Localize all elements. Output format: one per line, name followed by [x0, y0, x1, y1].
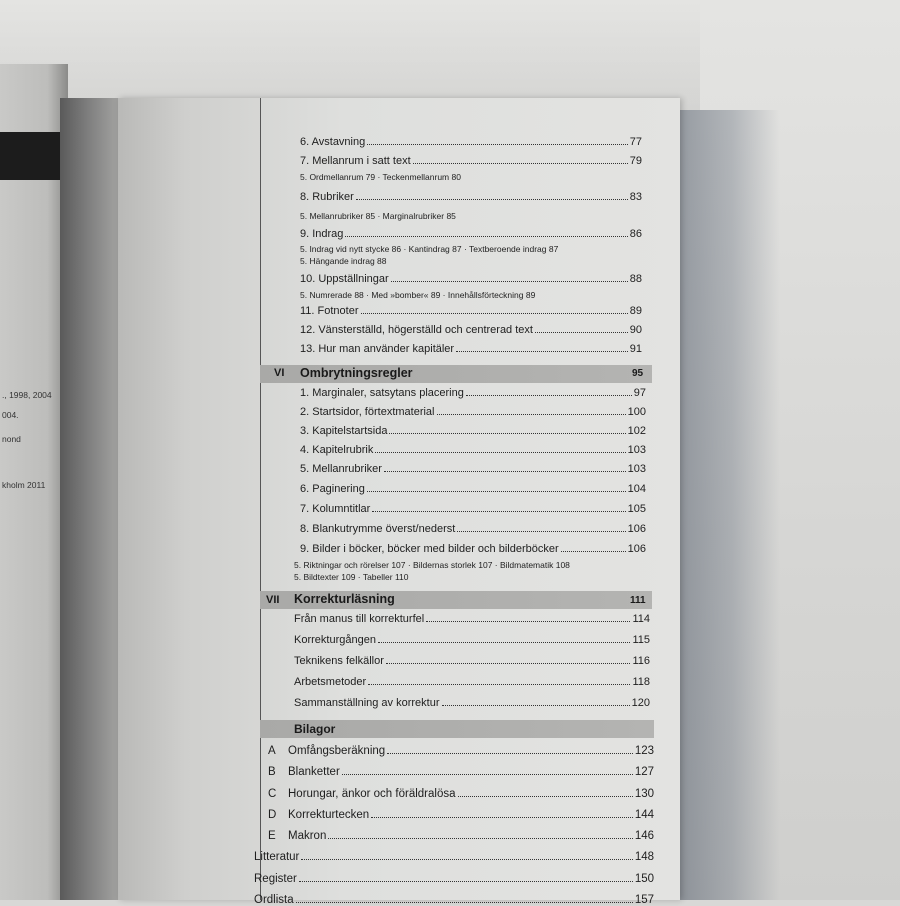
toc-entry-page: 118 — [632, 676, 650, 688]
leader-dots — [391, 281, 628, 282]
toc-entry — [294, 676, 650, 688]
leader-dots — [535, 332, 628, 333]
toc-entry-page: 103 — [627, 444, 646, 456]
chapter-page: 95 — [632, 368, 644, 379]
left-page-fragment: ., 1998, 2004 — [2, 390, 52, 400]
toc-entry-label: 9. Indrag — [300, 228, 344, 240]
toc-entry-label: Från manus till korrekturfel — [294, 613, 425, 625]
toc-entry-page: 106 — [627, 523, 646, 535]
chapter-page: 111 — [630, 595, 646, 606]
chapter-number: VI — [274, 367, 285, 379]
appendix-title: Bilagor — [294, 722, 336, 736]
toc-entry-page: 88 — [629, 273, 642, 285]
toc-entry — [288, 830, 654, 842]
toc-entry-page: 146 — [634, 830, 654, 842]
toc-entry-label: 13. Hur man använder kapitäler — [300, 343, 455, 355]
leader-dots — [426, 621, 630, 622]
toc-entry-label: 7. Mellanrum i satt text — [300, 155, 411, 167]
shadow — [0, 0, 700, 110]
table-of-contents — [118, 98, 680, 906]
toc-entry — [300, 444, 646, 456]
toc-subentry: 5. Numrerade 88 · Med »bomber« 89 · Innehållsförteckning 89 — [300, 290, 536, 300]
leader-dots — [371, 817, 633, 818]
leader-dots — [299, 881, 633, 882]
toc-entry — [300, 406, 646, 418]
toc-entry — [300, 425, 646, 437]
toc-entry-label: 6. Paginering — [300, 483, 365, 495]
toc-entry — [294, 613, 650, 625]
leader-dots — [342, 774, 633, 775]
toc-entry-label: 6. Avstavning — [300, 136, 366, 148]
toc-entry-page: 127 — [634, 766, 654, 778]
toc-entry — [294, 655, 650, 667]
toc-entry-page: 103 — [627, 463, 646, 475]
leader-dots — [361, 313, 628, 314]
appendix-letter: B — [268, 766, 276, 778]
toc-entry-page: 114 — [632, 613, 650, 625]
leader-dots — [378, 642, 631, 643]
toc-entry-label: Litteratur — [254, 851, 300, 863]
toc-entry-page: 91 — [629, 343, 642, 355]
toc-entry-page: 104 — [627, 483, 646, 495]
toc-entry-page: 77 — [629, 136, 642, 148]
toc-entry-label: Ordlista — [254, 894, 294, 906]
toc-entry-page: 89 — [629, 305, 642, 317]
toc-subentry: 5. Indrag vid nytt stycke 86 · Kantindrag 87 · Textberoende indrag 87 — [300, 244, 559, 254]
toc-subentry: 5. Ordmellanrum 79 · Teckenmellanrum 80 — [300, 172, 461, 182]
toc-entry-label: 8. Blankutrymme överst/nederst — [300, 523, 456, 535]
toc-entry-label: Korrekturtecken — [288, 809, 370, 821]
toc-entry — [288, 809, 654, 821]
toc-entry-label: 1. Marginaler, satsytans placering — [300, 387, 464, 399]
toc-entry-page: 120 — [631, 697, 650, 709]
toc-subentry: 5. Hängande indrag 88 — [300, 256, 387, 266]
toc-entry — [300, 273, 642, 285]
toc-entry — [254, 851, 654, 863]
toc-entry — [300, 463, 646, 475]
leader-dots — [389, 433, 625, 434]
toc-entry — [254, 873, 654, 885]
toc-entry — [300, 305, 642, 317]
leader-dots — [437, 414, 626, 415]
chapter-number: VII — [266, 594, 280, 606]
appendix-letter: E — [268, 830, 276, 842]
appendix-letter: D — [268, 809, 277, 821]
left-page-dark-band — [0, 132, 64, 180]
chapter-title: Ombrytningsregler — [300, 366, 413, 380]
toc-entry — [300, 136, 642, 148]
toc-entry-page: 83 — [629, 191, 642, 203]
toc-entry — [300, 543, 646, 555]
left-page-fragment: 004. — [2, 410, 19, 420]
leader-dots — [368, 684, 630, 685]
toc-entry-label: 9. Bilder i böcker, böcker med bilder och bilderböcker — [300, 543, 559, 555]
toc-entry-page: 130 — [634, 788, 654, 800]
leader-dots — [384, 471, 626, 472]
toc-entry-label: 11. Fotnoter — [300, 305, 359, 317]
toc-entry — [294, 697, 650, 709]
toc-entry — [300, 191, 642, 203]
toc-entry-page: 97 — [633, 387, 646, 399]
appendix-letter: C — [268, 788, 277, 800]
toc-entry — [300, 343, 642, 355]
leader-dots — [372, 511, 625, 512]
left-page-fragment: nond — [2, 434, 21, 444]
toc-entry-page: 116 — [632, 655, 650, 667]
toc-entry-page: 115 — [632, 634, 650, 646]
toc-entry — [288, 788, 654, 800]
toc-entry-label: Omfångsberäkning — [288, 745, 386, 757]
leader-dots — [466, 395, 632, 396]
toc-entry-label: 10. Uppställningar — [300, 273, 389, 285]
toc-entry-label: Sammanställning av korrektur — [294, 697, 440, 709]
leader-dots — [356, 199, 628, 200]
toc-subentry: 5. Riktningar och rörelser 107 · Bildernas storlek 107 · Bildmatematik 108 — [294, 560, 570, 570]
toc-entry — [288, 745, 654, 757]
toc-entry-page: 157 — [634, 894, 654, 906]
leader-dots — [367, 144, 628, 145]
leader-dots — [301, 859, 632, 860]
toc-entry-page: 144 — [634, 809, 654, 821]
toc-entry-label: Teknikens felkällor — [294, 655, 384, 667]
leader-dots — [561, 551, 626, 552]
toc-entry — [300, 228, 642, 240]
left-facing-page — [0, 64, 68, 900]
leader-dots — [328, 838, 632, 839]
toc-entry-label: 7. Kolumntitlar — [300, 503, 371, 515]
toc-entry-page: 123 — [634, 745, 654, 757]
toc-entry — [300, 483, 646, 495]
appendix-letter: A — [268, 745, 276, 757]
leader-dots — [387, 753, 633, 754]
toc-entry-label: 12. Vänsterställd, högerställd och centrerad text — [300, 324, 533, 336]
toc-entry-label: Blanketter — [288, 766, 340, 778]
leader-dots — [442, 705, 630, 706]
toc-page — [118, 98, 680, 906]
toc-entry — [300, 523, 646, 535]
leader-dots — [413, 163, 628, 164]
toc-entry-label: 8. Rubriker — [300, 191, 354, 203]
leader-dots — [375, 452, 625, 453]
toc-entry-label: Arbetsmetoder — [294, 676, 367, 688]
leader-dots — [345, 236, 627, 237]
toc-subentry: 5. Bildtexter 109 · Tabeller 110 — [294, 572, 409, 582]
toc-entry-page: 106 — [627, 543, 646, 555]
toc-entry-page: 150 — [634, 873, 654, 885]
toc-entry — [254, 894, 654, 906]
left-page-fragment: kholm 2011 — [2, 480, 46, 490]
leader-dots — [456, 351, 628, 352]
toc-subentry: 5. Mellanrubriker 85 · Marginalrubriker 85 — [300, 211, 456, 221]
toc-entry-page: 86 — [629, 228, 642, 240]
toc-entry-label: Makron — [288, 830, 327, 842]
toc-entry-page: 105 — [627, 503, 646, 515]
toc-entry-page: 148 — [634, 851, 654, 863]
toc-entry — [294, 634, 650, 646]
toc-entry-label: 3. Kapitelstartsida — [300, 425, 388, 437]
toc-entry — [300, 503, 646, 515]
toc-entry-label: 5. Mellanrubriker — [300, 463, 382, 475]
toc-entry-page: 102 — [627, 425, 646, 437]
toc-entry — [300, 324, 642, 336]
leader-dots — [386, 663, 631, 664]
toc-entry-page: 100 — [627, 406, 646, 418]
toc-entry-label: 2. Startsidor, förtextmaterial — [300, 406, 435, 418]
toc-entry-label: Register — [254, 873, 297, 885]
chapter-title: Korrekturläsning — [294, 592, 395, 606]
toc-entry-page: 79 — [629, 155, 642, 167]
toc-entry — [300, 155, 642, 167]
leader-dots — [367, 491, 626, 492]
toc-entry-label: Horungar, änkor och föräldralösa — [288, 788, 456, 800]
toc-entry-label: Korrekturgången — [294, 634, 376, 646]
toc-entry — [288, 766, 654, 778]
leader-dots — [457, 531, 625, 532]
toc-entry — [300, 387, 646, 399]
toc-entry-page: 90 — [629, 324, 642, 336]
leader-dots — [458, 796, 633, 797]
toc-entry-label: 4. Kapitelrubrik — [300, 444, 374, 456]
leader-dots — [296, 902, 633, 903]
